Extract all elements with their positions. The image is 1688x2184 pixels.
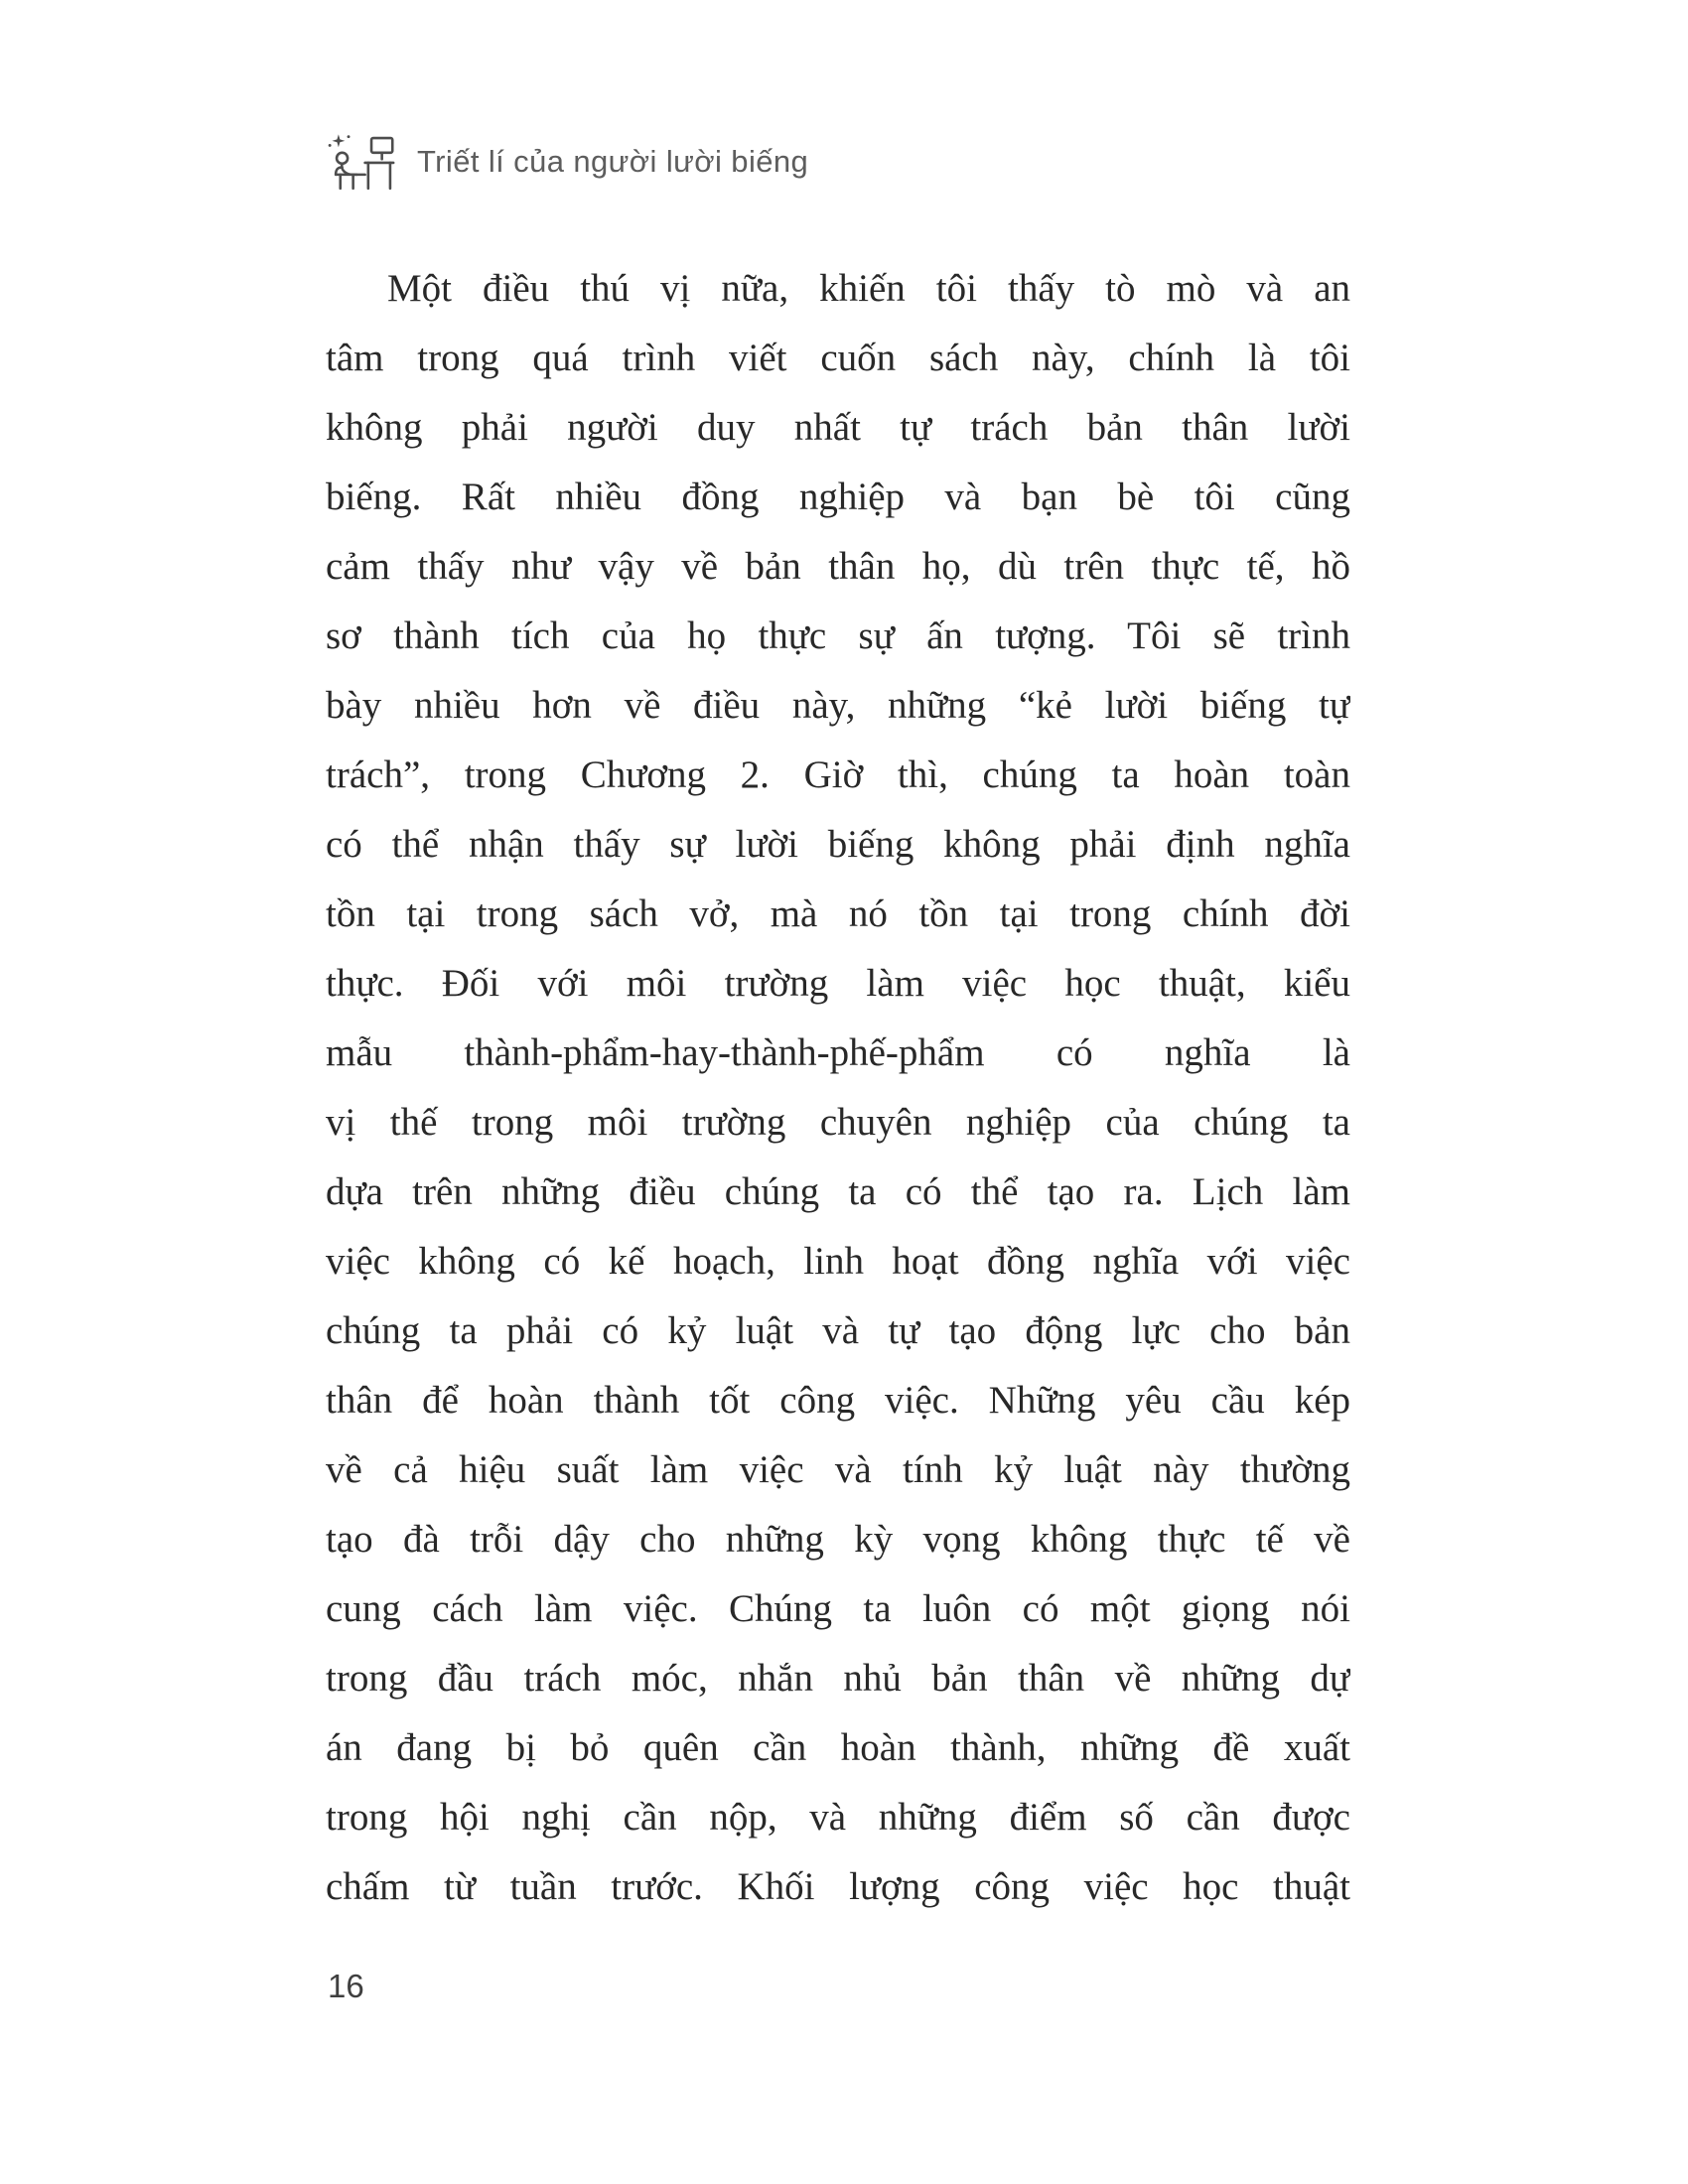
body-paragraph (326, 254, 1350, 1922)
body-text-line: việc không có kế hoạch, linh hoạt đồng nghĩa với việc (326, 1240, 1350, 1283)
body-text-line: tâm trong quá trình viết cuốn sách này, chính là tôi (326, 337, 1350, 379)
body-text-line: mẫu thành-phẩm-hay-thành-phế-phẩm có nghĩa là (326, 1031, 1350, 1074)
body-text-line: cảm thấy như vậy về bản thân họ, dù trên thực tế, hồ (326, 545, 1350, 588)
body-text-line: vị thế trong môi trường chuyên nghiệp của chúng ta (326, 1101, 1350, 1144)
body-text-line: cung cách làm việc. Chúng ta luôn có một giọng nói (326, 1587, 1350, 1630)
body-text-line: thân để hoàn thành tốt công việc. Những yêu cầu kép (326, 1379, 1350, 1422)
body-text-line: sơ thành tích của họ thực sự ấn tượng. Tôi sẽ trình (326, 614, 1350, 657)
body-text-line: không phải người duy nhất tự trách bản thân lười (326, 406, 1350, 449)
body-text-line: trong đầu trách móc, nhắn nhủ bản thân về những dự (326, 1657, 1350, 1700)
body-text-line: biếng. Rất nhiều đồng nghiệp và bạn bè tôi cũng (326, 476, 1350, 518)
body-text-line: bày nhiều hơn về điều này, những “kẻ lười biếng tự (326, 684, 1350, 727)
body-text-line: tạo đà trỗi dậy cho những kỳ vọng không thực tế về (326, 1518, 1350, 1561)
body-text-line: về cả hiệu suất làm việc và tính kỷ luật này thường (326, 1448, 1350, 1491)
body-text-line: Một điều thú vị nữa, khiến tôi thấy tò mò và an (387, 267, 1350, 310)
body-text-line: trong hội nghị cần nộp, và những điểm số cần được (326, 1796, 1350, 1839)
body-text-line: chấm từ tuần trước. Khối lượng công việc học thuật (326, 1865, 1350, 1908)
body-text-line: có thể nhận thấy sự lười biếng không phải định nghĩa (326, 823, 1350, 866)
body-text-line: dựa trên những điều chúng ta có thể tạo ra. Lịch làm (326, 1170, 1350, 1213)
running-header (326, 131, 808, 193)
body-text-line: trách”, trong Chương 2. Giờ thì, chúng ta hoàn toàn (326, 753, 1350, 796)
body-text-line: chúng ta phải có kỷ luật và tự tạo động lực cho bản (326, 1309, 1350, 1352)
page-number: 16 (328, 1968, 364, 2004)
body-text-line: tồn tại trong sách vở, mà nó tồn tại trong chính đời (326, 892, 1350, 935)
lazy-person-at-desk-icon (326, 131, 395, 193)
body-text-line: án đang bị bỏ quên cần hoàn thành, những đề xuất (326, 1726, 1350, 1769)
running-title: Triết lí của người lười biếng (417, 144, 809, 179)
body-text-line: thực. Đối với môi trường làm việc học thuật, kiểu (326, 962, 1350, 1005)
